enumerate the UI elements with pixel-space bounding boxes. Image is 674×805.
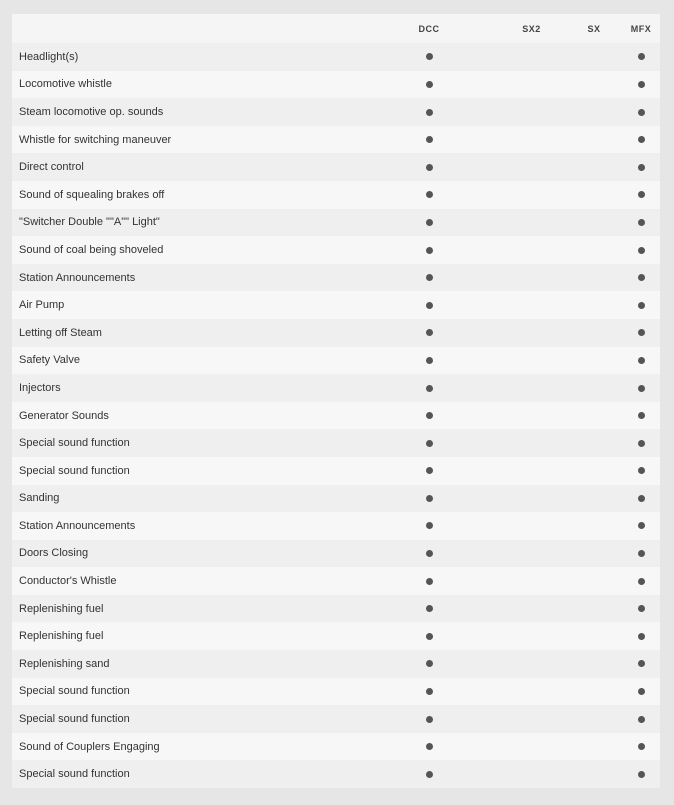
table-row: [12, 374, 660, 402]
function-name: Station Announcements: [19, 271, 136, 284]
mfx-support-cell: [622, 567, 660, 595]
sx2-support-cell: [497, 595, 566, 623]
mfx-support-cell: [622, 43, 660, 71]
header-function: [12, 14, 361, 43]
filled-dot-icon: [426, 191, 433, 198]
table-row: [12, 457, 660, 485]
filled-dot-icon: [638, 357, 645, 364]
sx2-support-cell: [497, 622, 566, 650]
dcc-support-cell: [361, 374, 497, 402]
sx-support-cell: [566, 457, 622, 485]
table-row: [12, 71, 660, 99]
sx-support-cell: [566, 98, 622, 126]
filled-dot-icon: [638, 53, 645, 60]
mfx-support-cell: [622, 181, 660, 209]
function-name: Locomotive whistle: [19, 78, 112, 91]
filled-dot-icon: [426, 633, 433, 640]
sx-support-cell: [566, 429, 622, 457]
sx-support-cell: [566, 126, 622, 154]
sx2-support-cell: [497, 512, 566, 540]
sx2-support-cell: [497, 705, 566, 733]
function-name: Replenishing sand: [19, 657, 110, 670]
filled-dot-icon: [426, 771, 433, 778]
sx-support-cell: [566, 733, 622, 761]
header-dcc: DCC: [418, 23, 440, 34]
filled-dot-icon: [426, 743, 433, 750]
dcc-support-cell: [361, 347, 497, 375]
function-name: Conductor's Whistle: [19, 575, 117, 588]
table-row: [12, 319, 660, 347]
sx2-support-cell: [497, 264, 566, 292]
filled-dot-icon: [426, 716, 433, 723]
dcc-support-cell: [361, 567, 497, 595]
sx-support-cell: [566, 622, 622, 650]
table-row: [12, 402, 660, 430]
sx2-support-cell: [497, 319, 566, 347]
dcc-support-cell: [361, 209, 497, 237]
mfx-support-cell: [622, 153, 660, 181]
filled-dot-icon: [426, 522, 433, 529]
sx-support-cell: [566, 43, 622, 71]
function-name: Special sound function: [19, 464, 130, 477]
filled-dot-icon: [426, 329, 433, 336]
filled-dot-icon: [638, 164, 645, 171]
sx2-support-cell: [497, 678, 566, 706]
sx2-support-cell: [497, 209, 566, 237]
table-row: [12, 98, 660, 126]
function-name: Replenishing fuel: [19, 602, 104, 615]
function-support-table: [12, 14, 660, 788]
dcc-support-cell: [361, 71, 497, 99]
mfx-support-cell: [622, 429, 660, 457]
table-row: [12, 567, 660, 595]
sx-support-cell: [566, 209, 622, 237]
dcc-support-cell: [361, 540, 497, 568]
sx2-support-cell: [497, 71, 566, 99]
sx-support-cell: [566, 291, 622, 319]
filled-dot-icon: [638, 109, 645, 116]
sx-support-cell: [566, 650, 622, 678]
dcc-support-cell: [361, 236, 497, 264]
filled-dot-icon: [638, 302, 645, 309]
sx2-support-cell: [497, 429, 566, 457]
table-row: [12, 595, 660, 623]
function-name: Doors Closing: [19, 547, 89, 560]
sx-support-cell: [566, 71, 622, 99]
dcc-support-cell: [361, 733, 497, 761]
mfx-support-cell: [622, 264, 660, 292]
sx-support-cell: [566, 705, 622, 733]
filled-dot-icon: [638, 550, 645, 557]
mfx-support-cell: [622, 209, 660, 237]
filled-dot-icon: [638, 660, 645, 667]
filled-dot-icon: [638, 136, 645, 143]
sx2-support-cell: [497, 236, 566, 264]
mfx-support-cell: [622, 374, 660, 402]
filled-dot-icon: [426, 440, 433, 447]
mfx-support-cell: [622, 760, 660, 788]
filled-dot-icon: [638, 522, 645, 529]
filled-dot-icon: [426, 136, 433, 143]
filled-dot-icon: [426, 412, 433, 419]
mfx-support-cell: [622, 622, 660, 650]
sx2-support-cell: [497, 733, 566, 761]
dcc-support-cell: [361, 126, 497, 154]
table-row: [12, 153, 660, 181]
filled-dot-icon: [638, 219, 645, 226]
filled-dot-icon: [426, 357, 433, 364]
dcc-support-cell: [361, 181, 497, 209]
function-name: Station Announcements: [19, 519, 136, 532]
mfx-support-cell: [622, 733, 660, 761]
filled-dot-icon: [638, 412, 645, 419]
sx2-support-cell: [497, 98, 566, 126]
sx-support-cell: [566, 181, 622, 209]
mfx-support-cell: [622, 236, 660, 264]
filled-dot-icon: [426, 495, 433, 502]
function-name: Generator Sounds: [19, 409, 109, 422]
sx2-support-cell: [497, 760, 566, 788]
table-body: [12, 43, 660, 788]
header-row: [12, 14, 660, 43]
mfx-support-cell: [622, 540, 660, 568]
filled-dot-icon: [426, 302, 433, 309]
table-row: [12, 347, 660, 375]
filled-dot-icon: [638, 578, 645, 585]
sx-support-cell: [566, 485, 622, 513]
filled-dot-icon: [638, 743, 645, 750]
filled-dot-icon: [426, 578, 433, 585]
sx2-support-cell: [497, 347, 566, 375]
dcc-support-cell: [361, 760, 497, 788]
mfx-support-cell: [622, 402, 660, 430]
dcc-support-cell: [361, 98, 497, 126]
table-row: [12, 429, 660, 457]
table-row: [12, 209, 660, 237]
function-name: Special sound function: [19, 685, 130, 698]
filled-dot-icon: [638, 329, 645, 336]
filled-dot-icon: [426, 274, 433, 281]
filled-dot-icon: [638, 440, 645, 447]
mfx-support-cell: [622, 485, 660, 513]
dcc-support-cell: [361, 485, 497, 513]
sx2-support-cell: [497, 485, 566, 513]
filled-dot-icon: [638, 633, 645, 640]
sx2-support-cell: [497, 650, 566, 678]
mfx-support-cell: [622, 71, 660, 99]
mfx-support-cell: [622, 512, 660, 540]
table-row: [12, 264, 660, 292]
sx-support-cell: [566, 264, 622, 292]
sx-support-cell: [566, 402, 622, 430]
sx2-support-cell: [497, 181, 566, 209]
sx-support-cell: [566, 595, 622, 623]
sx-support-cell: [566, 540, 622, 568]
filled-dot-icon: [426, 467, 433, 474]
dcc-support-cell: [361, 595, 497, 623]
table-row: [12, 181, 660, 209]
filled-dot-icon: [426, 219, 433, 226]
dcc-support-cell: [361, 678, 497, 706]
dcc-support-cell: [361, 512, 497, 540]
table-row: [12, 622, 660, 650]
dcc-support-cell: [361, 291, 497, 319]
function-name: Special sound function: [19, 437, 130, 450]
table-header: [12, 14, 660, 43]
function-name: Sound of squealing brakes off: [19, 188, 165, 201]
function-name: Letting off Steam: [19, 326, 102, 339]
dcc-support-cell: [361, 705, 497, 733]
table-row: [12, 291, 660, 319]
sx2-support-cell: [497, 291, 566, 319]
function-name: "Switcher Double ""A"" Light": [19, 216, 160, 229]
filled-dot-icon: [638, 191, 645, 198]
filled-dot-icon: [426, 385, 433, 392]
function-name: Sound of Couplers Engaging: [19, 740, 160, 753]
function-name: Injectors: [19, 381, 61, 394]
table-row: [12, 512, 660, 540]
function-name: Special sound function: [19, 713, 130, 726]
sx-support-cell: [566, 374, 622, 402]
filled-dot-icon: [426, 109, 433, 116]
sx2-support-cell: [497, 43, 566, 71]
mfx-support-cell: [622, 319, 660, 347]
mfx-support-cell: [622, 678, 660, 706]
sx-support-cell: [566, 319, 622, 347]
table-row: [12, 126, 660, 154]
filled-dot-icon: [426, 164, 433, 171]
sx-support-cell: [566, 567, 622, 595]
sx2-support-cell: [497, 153, 566, 181]
filled-dot-icon: [638, 605, 645, 612]
sx-support-cell: [566, 512, 622, 540]
sx-support-cell: [566, 678, 622, 706]
dcc-support-cell: [361, 429, 497, 457]
filled-dot-icon: [426, 550, 433, 557]
filled-dot-icon: [638, 495, 645, 502]
sx2-support-cell: [497, 457, 566, 485]
mfx-support-cell: [622, 347, 660, 375]
filled-dot-icon: [638, 247, 645, 254]
filled-dot-icon: [426, 81, 433, 88]
sx2-support-cell: [497, 374, 566, 402]
function-name: Air Pump: [19, 299, 65, 312]
dcc-support-cell: [361, 622, 497, 650]
function-name: Whistle for switching maneuver: [19, 133, 172, 146]
filled-dot-icon: [638, 81, 645, 88]
header-mfx: MFX: [630, 23, 652, 34]
dcc-support-cell: [361, 153, 497, 181]
function-name: Sanding: [19, 492, 60, 505]
header-sx2: SX2: [522, 23, 541, 34]
table-row: [12, 236, 660, 264]
filled-dot-icon: [426, 53, 433, 60]
mfx-support-cell: [622, 705, 660, 733]
function-name: Steam locomotive op. sounds: [19, 105, 164, 118]
sx2-support-cell: [497, 402, 566, 430]
filled-dot-icon: [638, 771, 645, 778]
function-name: Special sound function: [19, 768, 130, 781]
table-row: [12, 678, 660, 706]
filled-dot-icon: [638, 274, 645, 281]
sx-support-cell: [566, 347, 622, 375]
filled-dot-icon: [426, 605, 433, 612]
table-row: [12, 540, 660, 568]
table-row: [12, 760, 660, 788]
function-name: Safety Valve: [19, 354, 80, 367]
sx2-support-cell: [497, 126, 566, 154]
table-row: [12, 650, 660, 678]
dcc-support-cell: [361, 264, 497, 292]
mfx-support-cell: [622, 98, 660, 126]
mfx-support-cell: [622, 126, 660, 154]
filled-dot-icon: [638, 716, 645, 723]
table-row: [12, 705, 660, 733]
mfx-support-cell: [622, 291, 660, 319]
dcc-support-cell: [361, 457, 497, 485]
sx2-support-cell: [497, 567, 566, 595]
dcc-support-cell: [361, 650, 497, 678]
sx2-support-cell: [497, 540, 566, 568]
function-table-panel: [12, 14, 660, 787]
filled-dot-icon: [638, 385, 645, 392]
header-sx: SX: [587, 23, 601, 34]
function-name: Headlight(s): [19, 50, 79, 63]
table-row: [12, 733, 660, 761]
filled-dot-icon: [638, 467, 645, 474]
mfx-support-cell: [622, 595, 660, 623]
dcc-support-cell: [361, 43, 497, 71]
function-name: Direct control: [19, 161, 84, 174]
table-row: [12, 43, 660, 71]
sx-support-cell: [566, 760, 622, 788]
function-name: Replenishing fuel: [19, 630, 104, 643]
sx-support-cell: [566, 236, 622, 264]
table-row: [12, 485, 660, 513]
dcc-support-cell: [361, 402, 497, 430]
filled-dot-icon: [426, 247, 433, 254]
filled-dot-icon: [426, 660, 433, 667]
dcc-support-cell: [361, 319, 497, 347]
mfx-support-cell: [622, 650, 660, 678]
mfx-support-cell: [622, 457, 660, 485]
function-name: Sound of coal being shoveled: [19, 243, 164, 256]
filled-dot-icon: [426, 688, 433, 695]
sx-support-cell: [566, 153, 622, 181]
filled-dot-icon: [638, 688, 645, 695]
